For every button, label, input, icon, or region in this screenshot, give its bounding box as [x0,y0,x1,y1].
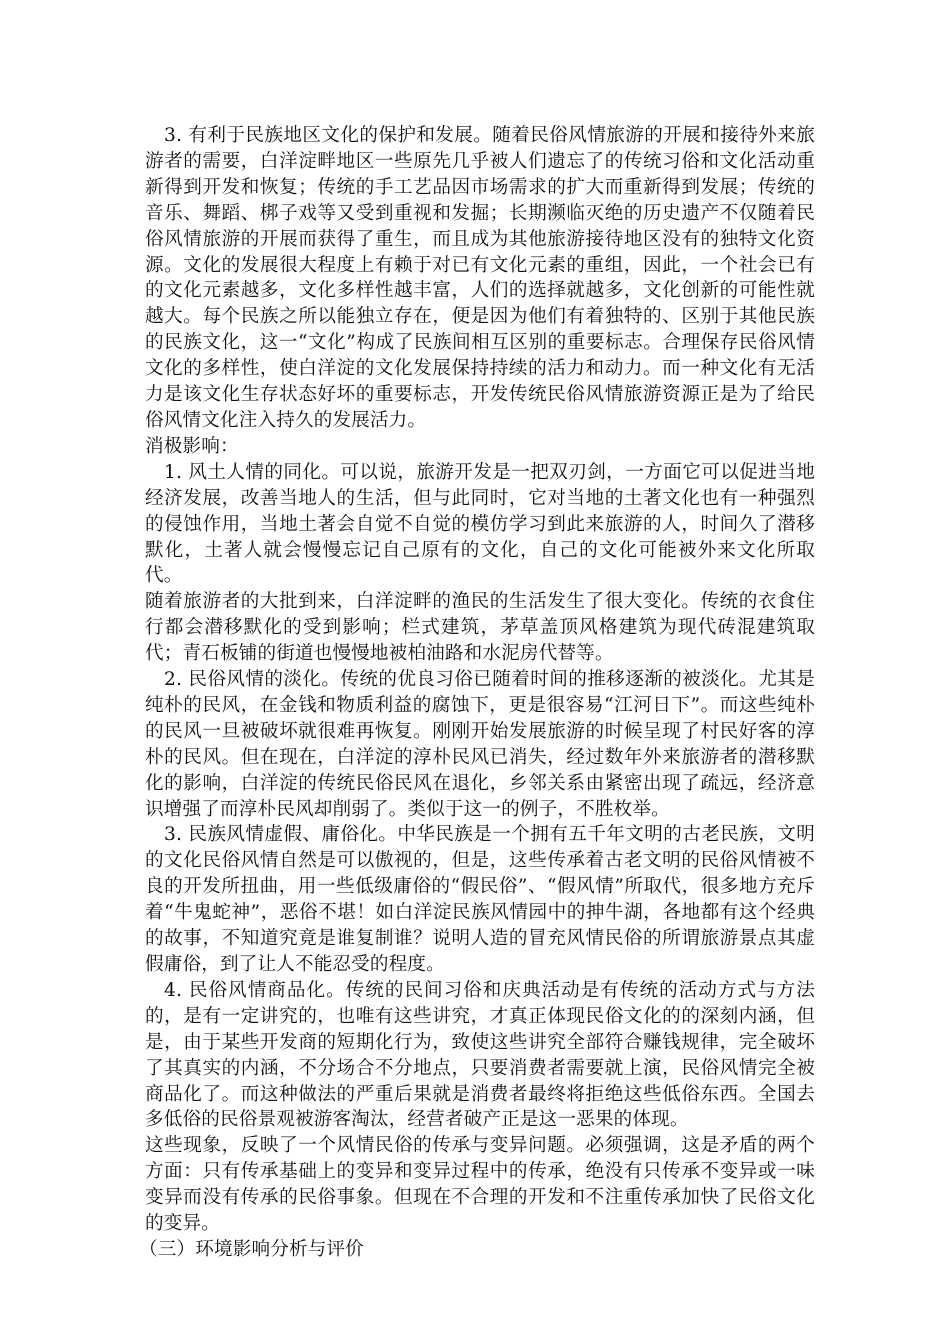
paragraph-negative-impact-3: 3. 民族风情虚假、庸俗化。中华民族是一个拥有五千年文明的古老民族，文明的文化民俗风情自然是可以傲视的，但是，这些传承着古老文明的民俗风情被不良的开发所扭曲，用一些低级庸俗的“假民俗”、“假风情”所取代，很多地方充斥着“牛鬼蛇神”，恶俗不堪！如白洋淀民族风情园中的抻牛湖，各地都有这个经典的故事，不知道究竟是谁复制谁？说明人造的冒充风情民俗的所谓旅游景点其虚假庸俗，到了让人不能忍受的程度。 [145,824,815,975]
heading-negative-impacts: 消极影响： [145,435,239,457]
paragraph-fishermen-life-change: 随着旅游者的大批到来，白洋淀畔的渔民的生活发生了很大变化。传统的衣食住行都会潜移默化的受到影响；栏式建筑，茅草盖顶风格建筑为现代砖混建筑取代；青石板铺的街道也慢慢地被柏油路和水泥房代替等。 [145,591,815,665]
paragraph-inheritance-variation: 这些现象，反映了一个风情民俗的传承与变异问题。必须强调，这是矛盾的两个方面：只有传承基础上的变异和变异过程中的传承，绝没有只传承不变异或一味变异而没有传承的民俗事象。但现在不合理的开发和不注重传承加快了民俗文化的变异。 [145,1135,815,1235]
section-heading-environment-impact: （三）环境影响分析与评价 [139,1238,364,1260]
paragraph-negative-impact-2: 2. 民俗风情的淡化。传统的优良习俗已随着时间的推移逐渐的被淡化。尤其是纯朴的民风，在金钱和物质利益的腐蚀下，更是很容易“江河日下”。而这些纯朴的民风一旦被破坏就很难再恢复。刚刚开始发展旅游的时候呈现了村民好客的淳朴的民风。但在现在，白洋淀的淳朴民风已消失，经过数年外来旅游者的潜移默化的影响，白洋淀的传统民俗民风在退化，乡邻关系由紧密出现了疏远，经济意识增强了而淳朴民风却削弱了。类似于这一的例子，不胜枚举。 [145,669,815,820]
paragraph-negative-impact-4: 4. 民俗风情商品化。传统的民间习俗和庆典活动是有传统的活动方式与方法的，是有一定讲究的，也唯有这些讲究，才真正体现民俗文化的的深刻内涵，但是，由于某些开发商的短期化行为，致使这些讲究全部符合赚钱规律，完全破坏了其真实的内涵，不分场合不分地点，只要消费者需要就上演，民俗风情完全被商品化了。而这种做法的严重后果就是消费者最终将拒绝这些低俗东西。全国去多低俗的民俗景观被游客淘汰，经营者破产正是这一恶果的体现。 [145,979,815,1131]
paragraph-positive-impact-3: 3. 有利于民族地区文化的保护和发展。随着民俗风情旅游的开展和接待外来旅游者的需要，白洋淀畔地区一些原先几乎被人们遗忘了的传统习俗和文化活动重新得到开发和恢复；传统的手工艺品因市场需求的扩大而重新得到发展；传统的音乐、舞蹈、梆子戏等又受到重视和发掘；长期濒临灭绝的历史遗产不仅随着民俗风情旅游的开展而获得了重生，而且成为其他旅游接待地区没有的独特文化资源。文化的发展很大程度上有赖于对已有文化元素的重组，因此，一个社会已有的文化元素越多，文化多样性越丰富，人们的选择就越多，文化创新的可能性就越大。每个民族之所以能独立存在，便是因为他们有着独特的、区别于其他民族的民族文化，这一“文化”构成了民族间相互区别的重要标志。合理保存民俗风情文化的多样性，使白洋淀的文化发展保持持续的活力和动力。而一种文化有无活力是该文化生存状态好坏的重要标志，开发传统民俗风情旅游资源正是为了给民俗风情文化注入持久的发展活力。 [145,125,815,431]
paragraph-negative-impact-1: 1. 风土人情的同化。可以说，旅游开发是一把双刃剑，一方面它可以促进当地经济发展，改善当地人的生活，但与此同时，它对当地的土著文化也有一种强烈的侵蚀作用，当地土著会自觉不自觉的模仿学习到此来旅游的人，时间久了潜移默化，土著人就会慢慢忘记自己原有的文化，自己的文化可能被外来文化所取代。 [145,461,815,587]
document-page [139,123,815,1263]
